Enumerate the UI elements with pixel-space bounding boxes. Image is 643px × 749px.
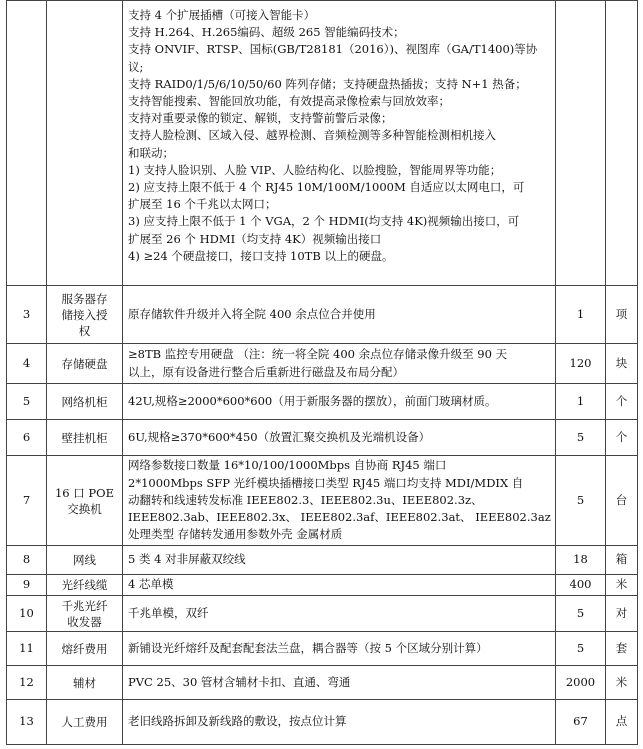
cell-no: 10 (7, 596, 47, 632)
cell-no: 8 (7, 546, 47, 575)
cell-name (47, 384, 123, 420)
name-line: 储接入授 (61, 307, 108, 322)
desc-line: 原存储软件升级并入将全院 400 余点位合并使用 (128, 306, 376, 321)
desc-line: 处理类型 存储转发通用参数外壳 金属材质 (128, 527, 343, 542)
cell-unit: 米 (606, 666, 638, 700)
cell-unit: 台 (606, 456, 638, 546)
cell-name (47, 420, 123, 456)
cell-quantity: 5 (556, 632, 606, 666)
cell-description (123, 546, 556, 575)
table-row (7, 632, 638, 666)
desc-line: 以上，原有设备进行整合后重新进行磁盘及布局分配） (128, 364, 404, 379)
desc-line: 老旧线路拆卸及新线路的敷设，按点位计算 (128, 714, 347, 729)
cell-no: 4 (7, 344, 47, 384)
table-row (7, 286, 638, 344)
name-line: 熔纤费用 (61, 641, 108, 656)
cell-name (47, 286, 123, 344)
name-line: 存储硬盘 (61, 356, 108, 371)
cell-quantity: 1 (556, 286, 606, 344)
cell-description (123, 596, 556, 632)
table-row (7, 344, 638, 384)
table-row (7, 384, 638, 420)
cell-description (123, 575, 556, 596)
cell-quantity: 5 (556, 456, 606, 546)
desc-line: 扩展至 26 个 HDMI（均支持 4K）视频输出接口 (128, 231, 382, 246)
cell-unit: 项 (606, 286, 638, 344)
cell-unit: 米 (606, 575, 638, 596)
desc-line: 支持 4 个扩展插槽（可接入智能卡） (128, 8, 316, 22)
cell-unit: 箱 (606, 546, 638, 575)
desc-line: 2) 应支持上限不低于 4 个 RJ45 10M/100M/1000M 自适应以太网电口，可 (128, 180, 525, 195)
cell-no: 3 (7, 286, 47, 344)
cell-name (47, 596, 123, 632)
cell-quantity (556, 1, 606, 286)
name-line: 收发器 (67, 614, 102, 629)
cell-name (47, 666, 123, 700)
cell-unit: 对 (606, 596, 638, 632)
desc-line: 1) 支持人脸识别、人脸 VIP、人脸结构化、以脸搜脸，智能周界等功能； (128, 162, 502, 177)
desc-line: 网络参数接口数量 16*10/100/1000Mbps 自协商 RJ45 端口 (128, 458, 447, 473)
name-line: 网络机柜 (61, 394, 108, 409)
desc-line: 2*1000Mbps SFP 光纤模块插槽接口类型 RJ45 端口均支持 MDI/MDIX 自 (128, 475, 524, 490)
cell-name (47, 632, 123, 666)
cell-no: 13 (7, 700, 47, 745)
cell-quantity: 1 (556, 384, 606, 420)
table-body (7, 1, 638, 745)
cell-name (47, 344, 123, 384)
cell-description (123, 384, 556, 420)
desc-line: 5 类 4 对非屏蔽双绞线 (128, 552, 246, 567)
cell-description (123, 700, 556, 745)
cell-description (123, 456, 556, 546)
desc-line: PVC 25、30 管材含辅材卡扣、直通、弯通 (128, 674, 351, 689)
desc-line: 支持智能搜索、智能回放功能，有效提高录像检索与回放效率； (128, 94, 450, 109)
name-line: 光纤线缆 (61, 578, 108, 592)
name-line: 交换机 (67, 501, 102, 516)
cell-name (47, 575, 123, 596)
cell-quantity: 2000 (556, 666, 606, 700)
name-line: 服务器存 (61, 291, 108, 306)
name-line: 人工费用 (61, 715, 108, 729)
cell-no: 7 (7, 456, 47, 546)
table-row-continued (7, 1, 638, 286)
cell-unit: 块 (606, 344, 638, 384)
cell-description (123, 1, 556, 286)
cell-unit: 个 (606, 420, 638, 456)
cell-description (123, 286, 556, 344)
desc-line: 42U,规格≥2000*600*600（用于新服务器的摆放），前面门玻璃材质。 (128, 393, 497, 408)
name-line: 壁挂机柜 (61, 430, 108, 445)
desc-line: 扩展至 16 个千兆以太网口； (128, 197, 277, 212)
cell-no: 9 (7, 575, 47, 596)
name-line: 辅材 (73, 675, 96, 690)
cell-unit: 点 (606, 700, 638, 745)
table-row (7, 596, 638, 632)
cell-quantity: 18 (556, 546, 606, 575)
desc-line: 支持 ONVIF、RTSP、国标(GB/T28181（2016）)、视图库（GA/T1400)等协 (128, 42, 538, 57)
desc-line: 和联动； (128, 145, 174, 160)
cell-name (47, 546, 123, 575)
cell-description (123, 344, 556, 384)
table-row (7, 575, 638, 596)
desc-line: 支持人脸检测、区域入侵、越界检测、音频检测等多种智能检测相机接入 (128, 128, 496, 143)
cell-quantity: 400 (556, 575, 606, 596)
cell-no (7, 1, 47, 286)
cell-unit: 套 (606, 632, 638, 666)
cell-name (47, 1, 123, 286)
name-line: 网线 (73, 553, 96, 567)
table-row (7, 666, 638, 700)
name-line: 权 (78, 323, 91, 338)
cell-no: 5 (7, 384, 47, 420)
desc-line: 6U,规格≥370*600*450（放置汇聚交换机及光端机设备） (128, 429, 431, 444)
desc-line: 支持 H.264、H.265编码、超级 265 智能编码技术； (128, 25, 405, 40)
cell-no: 6 (7, 420, 47, 456)
cell-no: 12 (7, 666, 47, 700)
name-line: 千兆光纤 (61, 598, 108, 613)
desc-line: 议; (128, 59, 144, 74)
table-row (7, 456, 638, 546)
cell-unit: 个 (606, 384, 638, 420)
table-row (7, 700, 638, 745)
desc-line: 新铺设光纤熔纤及配套配套法兰盘，耦合器等（按 5 个区域分别计算） (128, 640, 488, 655)
name-line: 16 口 POE (54, 485, 114, 500)
table-row (7, 420, 638, 456)
cell-description (123, 632, 556, 666)
cell-no: 11 (7, 632, 47, 666)
cell-name (47, 456, 123, 546)
desc-line: 4) ≥24 个硬盘接口，接口支持 10TB 以上的硬盘。 (128, 248, 394, 263)
desc-line: 支持 RAID0/1/5/6/10/50/60 阵列存储；支持硬盘热插拔；支持 N+1 热备； (128, 76, 527, 91)
cell-quantity: 5 (556, 420, 606, 456)
desc-line: IEEE802.3ab、IEEE802.3x、 IEEE802.3af、IEEE802.3at、 IEEE802.3az (128, 510, 551, 525)
desc-line: 3) 应支持上限不低于 1 个 VGA，2 个 HDMI(均支持 4K)视频输出接口，可 (128, 214, 520, 229)
equipment-list-table (6, 0, 638, 745)
cell-unit (606, 1, 638, 286)
cell-quantity: 67 (556, 700, 606, 745)
desc-line: 千兆单模，双纤 (128, 605, 209, 620)
cell-description (123, 420, 556, 456)
cell-description (123, 666, 556, 700)
table-row (7, 546, 638, 575)
desc-line: ≥8TB 监控专用硬盘 （注：统一将全院 400 余点位存储录像升级至 90 天 (128, 347, 508, 362)
desc-line: 4 芯单模 (128, 577, 174, 592)
cell-name (47, 700, 123, 745)
cell-quantity: 5 (556, 596, 606, 632)
desc-line: 支持对重要录像的锁定、解锁，支持警前警后录像； (128, 111, 393, 126)
cell-quantity: 120 (556, 344, 606, 384)
desc-line: 动翻转和线速转发标准 IEEE802.3、IEEE802.3u、IEEE802.3z、 (128, 492, 483, 507)
